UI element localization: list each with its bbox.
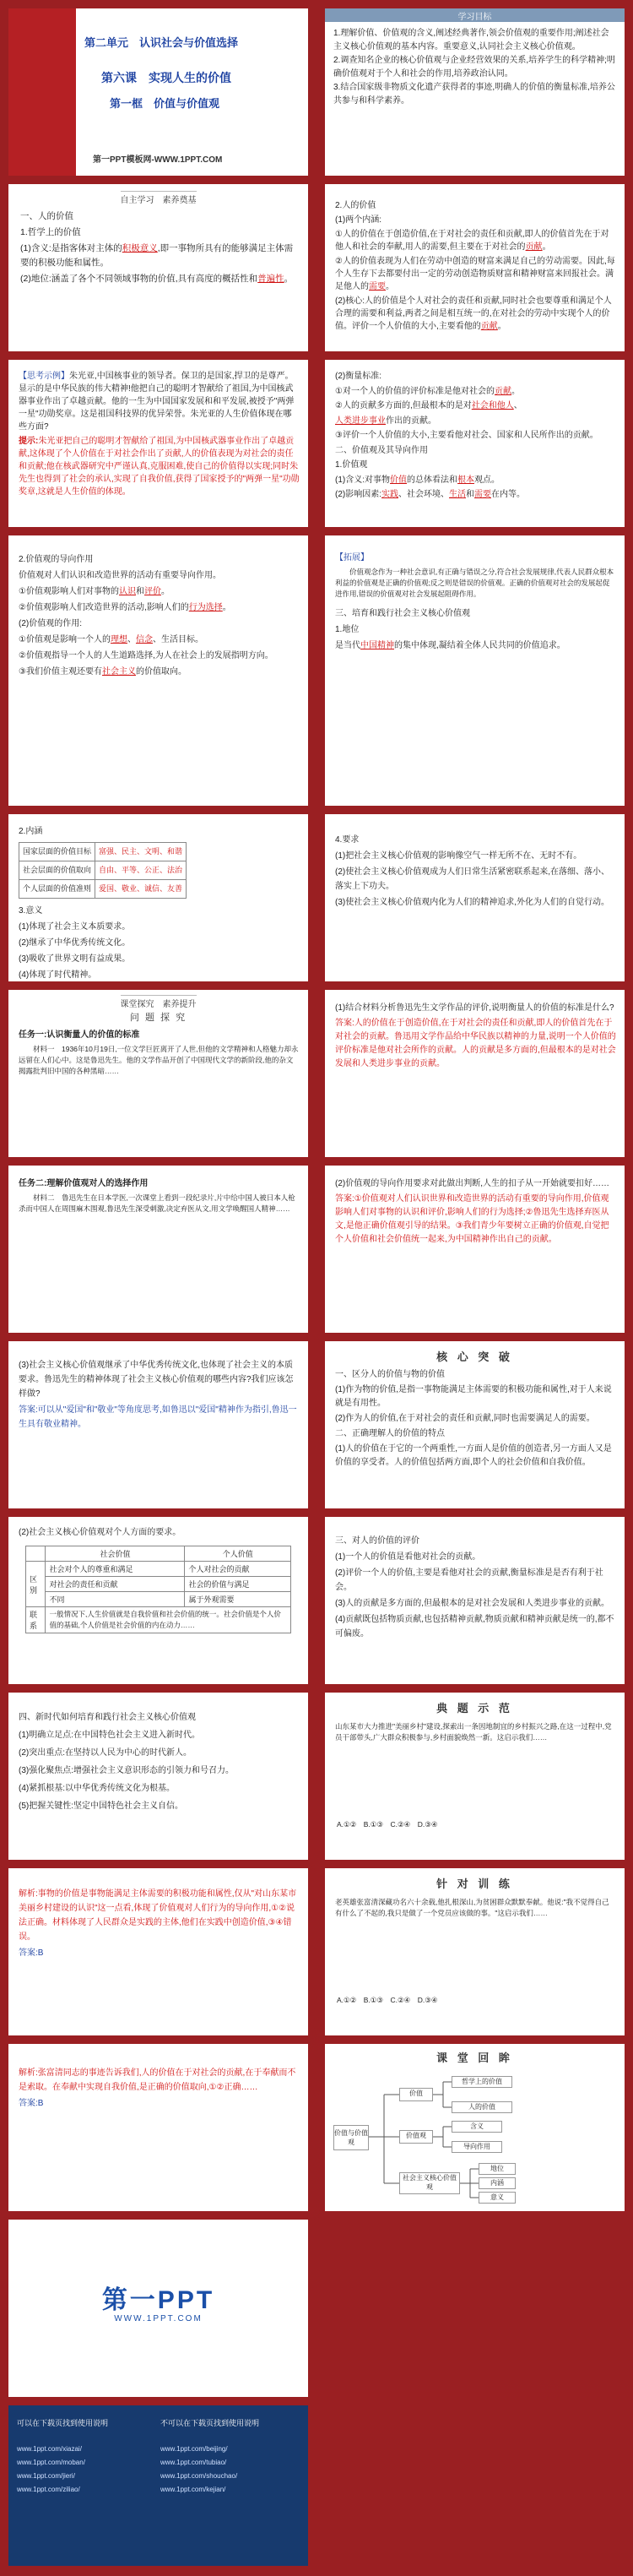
mindmap-node: 社会主义核心价值观 [399, 2172, 460, 2194]
slide-human-value [325, 184, 625, 351]
training-question: 老英雄张富清深藏功名六十余载,他扎根深山,为贫困群众默默奉献。他说:"我不觉得自己有什么了不起的,我只是做了一个党员应该做的事。"这启示我们…… [335, 1898, 609, 1917]
mindmap-leaf: 地位 [479, 2163, 516, 2175]
slide-review [325, 2044, 625, 2211]
slide-training [325, 1868, 625, 2035]
slide-measure [325, 360, 625, 527]
training-heading: 针 对 训 练 [436, 1878, 513, 1890]
slide-evaluation [325, 1517, 625, 1684]
footer-link[interactable]: www.1ppt.com/beijing/ [160, 2445, 228, 2453]
slide-guidance [8, 535, 308, 806]
mindmap-node: 价值 [399, 2088, 433, 2101]
para: (1)含义:是指客体对主体的积极意义,即一事物所具有的能够满足主体需要的积极功能和属性。 [20, 243, 294, 268]
mindmap-leaf: 人的价值 [452, 2101, 512, 2113]
site-label: 第一PPT模板网-WWW.1PPT.COM [93, 155, 223, 165]
slide-explain2 [8, 2044, 308, 2211]
slide-example [8, 360, 308, 527]
footer-link[interactable]: www.1ppt.com/tubiao/ [160, 2459, 227, 2466]
goals-title: 学习目标 [457, 13, 492, 22]
s7r-body: 【拓展】 价值观念作为一种社会意识,有正确与错误之分,符合社会发展规律,代表人民群众根本利益的价值观是正确的价值观;反之则是错误的价值观。正确的价值观对社会的发展起促进作用,错误的价值观对社会发展起阻碍作用。 三、培育和践行社会主义核心价值观 1.地位 是当代中国精神的集中体现,凝结着全体人民共同的价值追求。 [335, 553, 614, 650]
mindmap-leaf: 含义 [452, 2121, 502, 2133]
slide-task2 [8, 1166, 308, 1333]
slide-brand [8, 2220, 308, 2397]
slide-inquiry [8, 990, 308, 1157]
link-col-2 [160, 2443, 237, 2497]
review-heading: 课 堂 回 眸 [436, 2052, 513, 2064]
footer-link[interactable]: www.1ppt.com/shouchao/ [160, 2472, 238, 2480]
unit-title: 第二单元 认识社会与价值选择 [84, 36, 239, 49]
footer-link[interactable]: www.1ppt.com/jieri/ [17, 2472, 75, 2480]
s7-body: 2.价值观的导向作用 价值观对人们认识和改造世界的活动有重要导向作用。 ①价值观影响人们对事物的认识和评价。 ②价值观影响人们改造世界的活动,影响人们的行为选择。 (2)价值观的作用: ①价值观是影响一个人的理想、信念、生活目标。 ②价值观指导一个人的人生道路选择,为人在社会上的发展指明方向。 ③我们价值主观还要有社会主义的价值取向。 [19, 555, 273, 677]
mindmap-root: 价值与价值观 [333, 2125, 369, 2150]
demo-heading: 典 题 示 范 [436, 1702, 513, 1715]
compare-table: 社会价值 个人价值 区别 社会对个人的尊重和满足 个人对社会的贡献 对社会的责任和贡献 社会的价值与满足 不同 属于外观需要 联系 一般情况下,人生价值就是自我价值和社会价值的统一。社会价值是个人价值的基础,个人价值是社会价值的内在动力…… [25, 1546, 291, 1633]
slide-compare [8, 1517, 308, 1684]
s9-body: 任务一:认识衡量人的价值的标准 材料一 1936年10月19日,一位文学巨匠离开了人世,但他的文学精神和人格魅力却永远留在人们心中。这是鲁迅先生。他的文学作品开创了中国现代文学的新阶段,他的杂文揭露批判旧中国的各种黑暗…… [19, 1030, 299, 1075]
core-heading: 核 心 突 破 [436, 1350, 513, 1363]
slide-explain1 [8, 1868, 308, 2035]
values-table: 国家层面的价值目标 富强、民主、文明、和谐 社会层面的价值取向 自由、平等、公正、法治 个人层面的价值准则 爱国、敬业、诚信、友善 [19, 842, 187, 899]
s11r-body: 一、区分人的价值与物的价值 (1)作为物的价值,是指一事物能满足主体需要的积极功能和属性,对于人来说就是有用性。 (2)作为人的价值,在于对社会的责任和贡献,同时也需要满足人的需要。 二、正确理解人的价值的特点 (1)人的价值在于它的一个两重性,一方面人是价值的创造者,另一方面人又是价值的享受者。人的价值包括两方面,即个人的社会价值和自我价值。 [335, 1370, 612, 1467]
slide-extension [325, 535, 625, 806]
section-header: 课堂探究 素养提升 [121, 995, 197, 1009]
brand-url: WWW.1PPT.COM [114, 2314, 203, 2323]
mindmap-node: 价值观 [399, 2130, 433, 2144]
s14-body: 解析:事物的价值是事物能满足主体需要的积极功能和属性,仅从"对山东某市美丽乡村建设的认识"这一点看,体现了价值观对人们行为的导向作用,①②说法正确。材料体现了人民群众是实践的主体,他们在实践中创造价值,③④错误。 答案:B [19, 1889, 297, 1958]
footer-link[interactable]: www.1ppt.com/kejian/ [160, 2486, 226, 2493]
mindmap-leaf: 内涵 [479, 2177, 516, 2189]
brand-logo: 第一PPT [101, 2286, 215, 2314]
slide-practice [8, 1693, 308, 1860]
heading: 1.哲学上的价值 [20, 227, 81, 237]
s4-body: 2.人的价值 (1)两个内涵: ①人的价值在于创造价值,在于对社会的责任和贡献,即人的价值首先在于对他人和社会的奉献,用人的需要,但主要在于对社会的贡献。 ②人的价值表现为人们在劳动中创造的财富来满足自己的劳动需要。因此,每个人生存下去都要付出一定的劳动创造物质财富和精神财富来回报社会。满足他人的需要。 (2)核心:人的价值是个人对社会的责任和贡献,同时社会也要尊重和满足个人合理的需要和利益,两者之间是相互统一的,在对社会的劳动中实现个人的价值。评价一个人价值的大小,主要看他的贡献。 [335, 201, 615, 331]
s12r-body: 三、对人的价值的评价 (1)一个人的价值是看他对社会的贡献。 (2)评价一个人的价值,主要是看他对社会的贡献,衡量标准是是否有利于社会。 (3)人的贡献是多方面的,但最根本的是对社会发展和人类进步事业的贡献。 (4)贡献既包括物质贡献,也包括精神贡献,物质贡献和精神贡献是统一的,都不可偏废。 [335, 1536, 614, 1639]
s9r-body: (1)结合材料分析鲁迅先生文学作品的评价,说明衡量人的价值的标准是什么? 答案:人的价值在于创造价值,在于对社会的责任和贡献,即人的价值首先在于对社会的贡献。鲁迅用文学作品给中华民族以精神的力量,说明一个人价值的评价标准是他对社会所作的贡献。人的贡献是多方面的,但最根本的是对社会发展和人类进步事业的贡献。 [335, 1003, 616, 1068]
para: (2)地位:涵盖了各个不同领域事物的价值,具有高度的概括性和普遍性。 [20, 274, 294, 284]
heading: 一、人的价值 [20, 211, 73, 221]
s3-body [20, 209, 298, 288]
footer-link[interactable]: www.1ppt.com/xiazai/ [17, 2445, 82, 2453]
footer-link[interactable]: www.1ppt.com/ziliao/ [17, 2486, 80, 2493]
mindmap-leaf: 导向作用 [452, 2141, 502, 2153]
lesson-title: 第六课 实现人生的价值 [101, 71, 231, 84]
training-options: A.①② B.①③ C.②④ D.③④ [337, 1996, 438, 2004]
mindmap-leaf: 哲学上的价值 [452, 2076, 512, 2088]
slide-q3 [8, 1341, 308, 1508]
section-header: 自主学习 素养奠基 [8, 191, 308, 205]
link-col-1 [17, 2443, 85, 2497]
slide-title [8, 8, 308, 176]
slide-core [325, 1341, 625, 1508]
footer-note-2: 不可以在下载页找到使用说明 [160, 2419, 260, 2427]
slide-connotation [8, 814, 308, 981]
s10-body: 任务二:理解价值观对人的选择作用 材料二 鲁迅先生在日本学医,一次课堂上看到一段纪录片,片中给中国人被日本人枪杀而中国人在周围麻木围观,鲁迅先生深受刺激,决定弃医从文,用文学唤醒国人精神…… [19, 1179, 295, 1213]
inquiry-heading: 问 题 探 究 [129, 1013, 187, 1023]
footer-link[interactable]: www.1ppt.com/moban/ [17, 2459, 85, 2466]
slide-goals [325, 8, 625, 176]
goals-text: 1.理解价值、价值观的含义,阐述经典著作,领会价值观的重要作用;阐述社会主义核心价值观的基本内容。重要意义,认同社会主义核心价值观。 2.调查知名企业的核心价值观与企业经营效果的关系,培养学生的科学精神;明确价值观对于个人和社会的作用,培养政治认同。 3.结合国家级非物质文化遗产获得者的事迹,明确人的价值的衡量标准,培养公共参与和科学素养。 [333, 29, 615, 106]
s8-body: 2.内涵 国家层面的价值目标 富强、民主、文明、和谐 社会层面的价值取向 自由、平等、公正、法治 个人层面的价值准则 爱国、敬业、诚信、友善 3.意义 (1)体现了社会主义本质要求。 (2)继承了中华优秀传统文化。 (3)吸收了世界文明有益成果。 (4)体现了时代精神。 [19, 824, 300, 981]
s13-body: 四、新时代如何培育和践行社会主义核心价值观 (1)明确立足点:在中国特色社会主义进入新时代。 (2)突出重点:在坚持以人民为中心的时代新人。 (3)强化聚焦点:增强社会主义意识形态的引领力和号召力。 (4)紧抓根基:以中华优秀传统文化为根基。 (5)把握关键性:坚定中国特色社会主义自信。 [19, 1713, 234, 1811]
demo-question: 山东某市大力推进"美丽乡村"建设,探索出一条因地制宜的乡村振兴之路,在这一过程中,党员干部带头,广大群众积极参与,乡村面貌焕然一新。这启示我们…… [335, 1722, 612, 1742]
frame-title: 第一框 价值与价值观 [110, 97, 220, 110]
mindmap-leaf: 意义 [479, 2192, 516, 2204]
s15-body: 解析:张富清同志的事迹告诉我们,人的价值在于对社会的贡献,在于奉献而不是索取。在奉献中实现自我价值,是正确的价值取向,①②正确…… 答案:B [19, 2068, 296, 2108]
slide-self-study [8, 184, 308, 351]
slide-answer2 [325, 1166, 625, 1333]
slide-answer1 [325, 990, 625, 1157]
s10r-body: (2)价值观的导向作用要求对此做出判断,人生的扣子从一开始就要扣好…… 答案:①价值观对人们认识世界和改造世界的活动有重要的导向作用,价值观影响人们对事物的认识和评价,影响人们的行为选择;②鲁迅先生选择弃医从文,是他正确价值观引导的结果。③我们青少年要树立正确的价值观,自觉把个人价值和社会价值统一起来,为中国精神作出自己的贡献。 [335, 1179, 609, 1244]
demo-options: A.①② B.①③ C.②④ D.③④ [337, 1820, 438, 1829]
s6-body: (2)衡量标准: ①对一个人的价值的评价标准是他对社会的贡献。 ②人的贡献多方面的,但最根本的是对社会和他人、 人类进步事业作出的贡献。 ③评价一个人价值的大小,主要看他对社会、国家和人民所作出的贡献。 二、价值观及其导向作用 1.价值观 (1)含义:对事物价值的总体看法和根本观点。 (2)影响因素:实践、社会环境、生活和需要在内等。 [335, 372, 598, 499]
s5-body: 【思考示例】朱光亚,中国核事业的领导者。保卫的是国家,捍卫的是尊严。显示的是中华民族的伟大精神!他把自己的聪明才智献给了祖国,为中国核武器事业作出了卓越贡献。他的一生为中国国家发展和和平发展,被授予"两弹一星"功勋奖章。这是祖国科技界的优异荣誉。朱光亚的人生价值体现在哪些方面? 提示:朱光亚把自己的聪明才智献给了祖国,为中国核武器事业作出了卓越贡献,这体现了个人价值在于对社会作出了贡献,人的价值表现为对社会的责任和贡献;他在核武器研究中严谨认真,克服困难,使自己的价值得以实现;同时朱先生也得到了社会的承认,实现了自我价值,获得了国家授予的"两弹一星"功勋奖章,这就是人生价值的体现。 [19, 372, 300, 497]
s12-q: (2)社会主义核心价值观对个人方面的要求。 [19, 1528, 181, 1537]
footer-note-1: 可以在下载页找到使用说明 [17, 2419, 109, 2427]
s11-body: (3)社会主义核心价值观继承了中华优秀传统文化,也体现了社会主义的本质要求。鲁迅先生的精神体现了社会主义核心价值观的哪些内容?我们应该怎样做? 答案:可以从"爱国"和"敬业"等角度思考,如鲁迅以"爱国"精神作为指引,鲁迅一生具有敬业精神。 [19, 1361, 297, 1429]
slide-demo [325, 1693, 625, 1860]
s8r-body: 4.要求 (1)把社会主义核心价值观的影响像空气一样无所不在、无时不有。 (2)使社会主义核心价值观成为人们日常生活紧密联系起来,在落细、落小、落实上下功夫。 (3)使社会主义核心价值观内化为人们的精神追求,外化为人们的自觉行动。 [335, 835, 609, 907]
slide-requirements [325, 814, 625, 981]
slide-links [8, 2405, 308, 2566]
title-bar-accent [8, 8, 76, 176]
